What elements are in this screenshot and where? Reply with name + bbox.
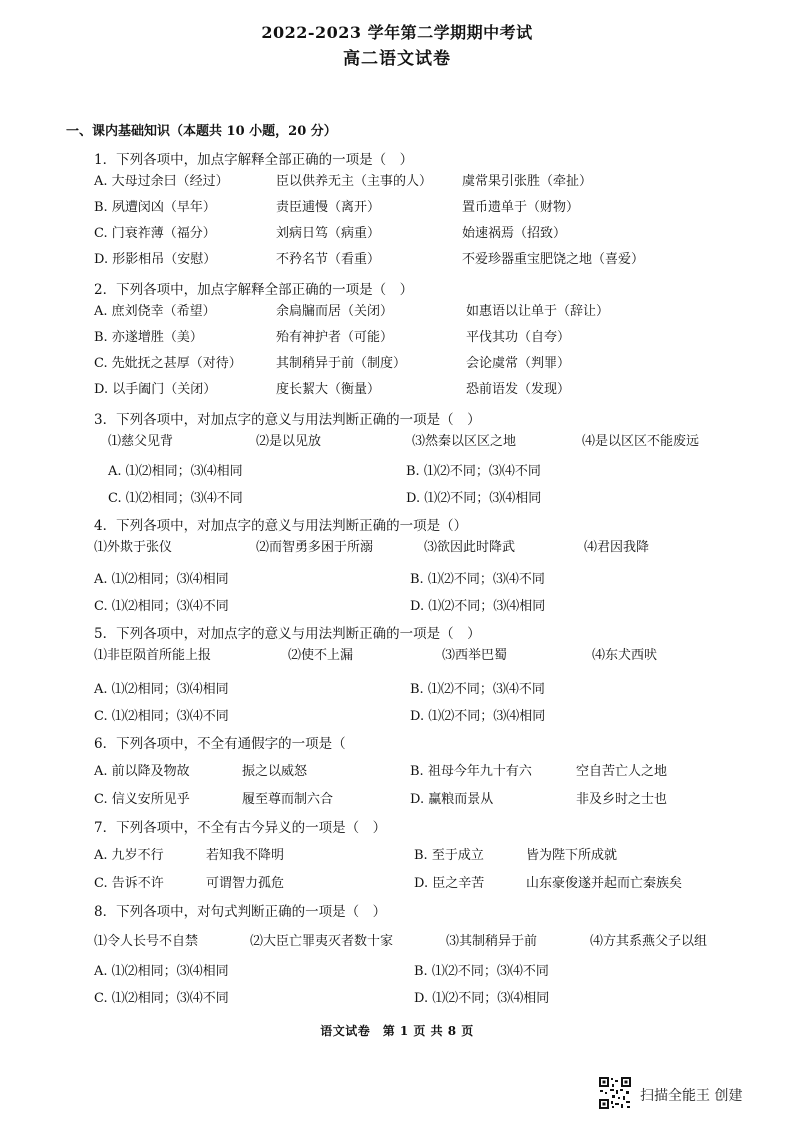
qr-code-icon	[598, 1076, 632, 1110]
item: ⑶其制稍异于前	[446, 934, 538, 949]
item: ⑵而智勇多困于所溺	[256, 540, 374, 555]
item: ⑵使不上漏	[288, 648, 354, 663]
option: A. ⑴⑵相同；⑶⑷相同	[108, 464, 243, 479]
option-part: C. 信义安所见乎	[94, 792, 190, 807]
option-part: A. 九岁不行	[94, 848, 164, 863]
option-part: 其制稍异于前（制度）	[276, 356, 407, 371]
option-part: 山东豪俊遂并起而亡秦族矣	[526, 876, 683, 891]
item: ⑶欲因此时降武	[424, 540, 516, 555]
question-4-stem: 4．下列各项中，对加点字的意义与用法判断正确的一项是（）	[94, 518, 468, 534]
item: ⑵是以见放	[256, 434, 322, 449]
option-part: 恐前语发（发现）	[466, 382, 571, 397]
option-part: 若知我不降明	[206, 848, 285, 863]
option-part: C. 门衰祚薄（福分）	[94, 226, 216, 241]
option-part: 皆为陛下所成就	[526, 848, 618, 863]
option-part: B. 祖母今年九十有六	[410, 764, 532, 779]
item: ⑶西举巴蜀	[442, 648, 508, 663]
option: B. ⑴⑵不同；⑶⑷不同	[410, 682, 545, 697]
option: C. ⑴⑵相同；⑶⑷不同	[94, 709, 229, 724]
option-part: C. 先妣抚之甚厚（对待）	[94, 356, 242, 371]
item: ⑷方其系燕父子以组	[590, 934, 708, 949]
option-part: 会论虞常（判罪）	[466, 356, 571, 371]
option-part: 可谓智力孤危	[206, 876, 285, 891]
option-part: D. 形影相吊（安慰）	[94, 252, 217, 267]
option-part: 非及乡时之士也	[576, 792, 668, 807]
option-part: 始速祸焉（招致）	[462, 226, 567, 241]
item: ⑵大臣亡罪夷灭者数十家	[250, 934, 394, 949]
option-part: 虞常果引张胜（牵扯）	[462, 174, 593, 189]
option: A. ⑴⑵相同；⑶⑷相同	[94, 682, 229, 697]
option-part: 振之以威怒	[242, 764, 308, 779]
option: B. ⑴⑵不同；⑶⑷不同	[414, 964, 549, 979]
option: D. ⑴⑵不同；⑶⑷相同	[406, 491, 542, 506]
item: ⑴非臣陨首所能上报	[94, 648, 212, 663]
option-part: 履至尊而制六合	[242, 792, 334, 807]
option-part: 不矜名节（看重）	[276, 252, 381, 267]
option: A. ⑴⑵相同；⑶⑷相同	[94, 964, 229, 979]
item: ⑴慈父见背	[108, 434, 174, 449]
exam-subtitle: 高二语文试卷	[343, 49, 451, 69]
item: ⑶然秦以区区之地	[412, 434, 517, 449]
question-3-stem: 3．下列各项中，对加点字的意义与用法判断正确的一项是（ ）	[94, 412, 481, 428]
item: ⑷君因我降	[584, 540, 650, 555]
option-part: 殆有神护者（可能）	[276, 330, 394, 345]
item: ⑷东犬西吠	[592, 648, 658, 663]
option-part: D. 赢粮而景从	[410, 792, 494, 807]
option-part: B. 亦遂增胜（美）	[94, 330, 203, 345]
option: C. ⑴⑵相同；⑶⑷不同	[108, 491, 243, 506]
option-part: D. 以手阖门（关闭）	[94, 382, 217, 397]
option-part: B. 夙遭闵凶（早年）	[94, 200, 216, 215]
option-part: 度长絜大（衡量）	[276, 382, 381, 397]
section-heading: 一、课内基础知识（本题共 10 小题，20 分）	[66, 124, 337, 139]
option-part: C. 告诉不许	[94, 876, 164, 891]
option: B. ⑴⑵不同；⑶⑷不同	[410, 572, 545, 587]
option-part: A. 前以降及物故	[94, 764, 190, 779]
question-6-stem: 6．下列各项中，不全有通假字的一项是（	[94, 736, 346, 752]
option: D. ⑴⑵不同；⑶⑷相同	[414, 991, 550, 1006]
question-8-stem: 8．下列各项中，对句式判断正确的一项是（ ）	[94, 904, 387, 920]
option-part: 余扃牖而居（关闭）	[276, 304, 394, 319]
option: A. ⑴⑵相同；⑶⑷相同	[94, 572, 229, 587]
question-5-stem: 5．下列各项中，对加点字的意义与用法判断正确的一项是（ ）	[94, 626, 481, 642]
item: ⑴外欺于张仪	[94, 540, 173, 555]
option: C. ⑴⑵相同；⑶⑷不同	[94, 991, 229, 1006]
option: D. ⑴⑵不同；⑶⑷相同	[410, 599, 546, 614]
option-part: 责臣逋慢（离开）	[276, 200, 381, 215]
option-part: A. 庶刘侥幸（希望）	[94, 304, 216, 319]
option-part: 臣以供养无主（主事的人）	[276, 174, 433, 189]
exam-title: 2022-2023 学年第二学期期中考试	[261, 23, 533, 42]
question-7-stem: 7．下列各项中，不全有古今异义的一项是（ ）	[94, 820, 387, 836]
question-2-stem: 2．下列各项中，加点字解释全部正确的一项是（ ）	[94, 282, 414, 298]
option-part: 不爱珍器重宝肥饶之地（喜爱）	[462, 252, 645, 267]
option-part: 置币遗单于（财物）	[462, 200, 580, 215]
page-footer: 语文试卷 第 1 页 共 8 页	[320, 1024, 474, 1038]
item: ⑴令人长号不自禁	[94, 934, 199, 949]
scanner-watermark: 扫描全能王 创建	[640, 1088, 743, 1104]
option-part: D. 臣之辛苦	[414, 876, 485, 891]
option-part: 如惠语以让单于（辞让）	[466, 304, 610, 319]
option: C. ⑴⑵相同；⑶⑷不同	[94, 599, 229, 614]
option-part: 平伐其功（自夸）	[466, 330, 571, 345]
item: ⑷是以区区不能废远	[582, 434, 700, 449]
option-part: A. 大母过余曰（经过）	[94, 174, 229, 189]
option-part: 空自苦亡人之地	[576, 764, 668, 779]
option: D. ⑴⑵不同；⑶⑷相同	[410, 709, 546, 724]
question-1-stem: 1．下列各项中，加点字解释全部正确的一项是（ ）	[94, 152, 414, 168]
option-part: B. 至于成立	[414, 848, 484, 863]
option: B. ⑴⑵不同；⑶⑷不同	[406, 464, 541, 479]
option-part: 刘病日笃（病重）	[276, 226, 381, 241]
